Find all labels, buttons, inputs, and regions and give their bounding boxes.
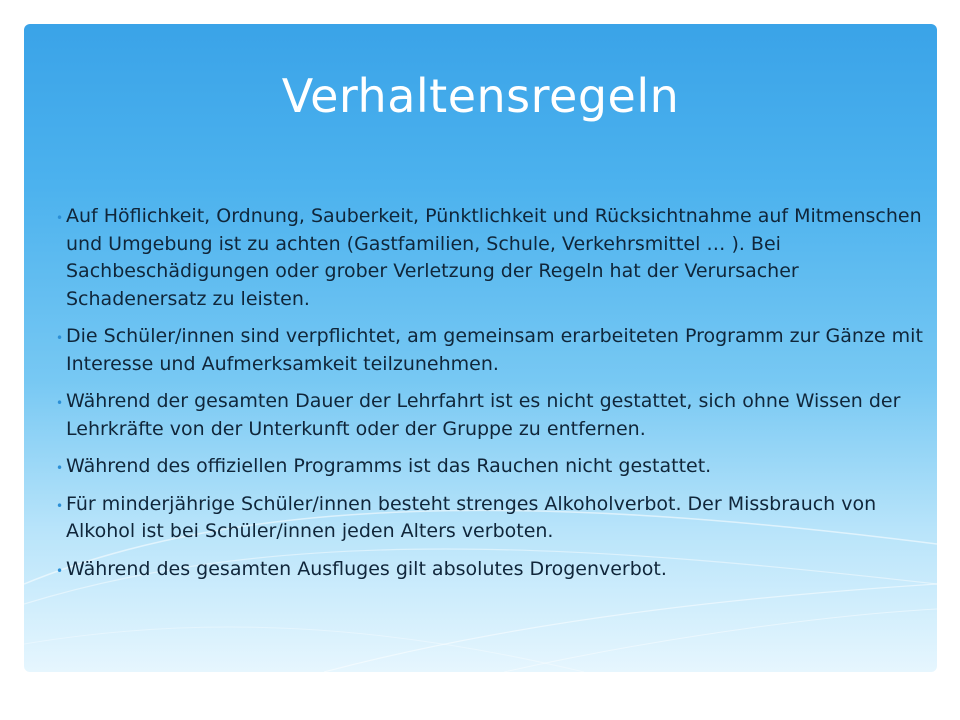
- bullet-item-program-participation: [56, 323, 924, 378]
- slide: [24, 24, 937, 672]
- bullet-item-courtesy: [56, 203, 924, 313]
- bullet-text: Auf Höflichkeit, Ordnung, Sauberkeit, Pünktlichkeit und Rücksichtnahme auf Mitmenschen und Umgebung ist zu achten (Gastfamilien, Schule, Verkehrsmittel … ). Bei Sachbeschädigungen oder grober Verletzung der Regeln hat der Verursacher Schadenersatz zu leisten.: [66, 205, 922, 310]
- bullet-marker-icon: •: [56, 396, 64, 410]
- bullet-item-drug-ban: [56, 556, 924, 584]
- bullet-text: Für minderjährige Schüler/innen besteht strenges Alkoholverbot. Der Missbrauch von Alkohol ist bei Schüler/innen jeden Alters verboten.: [66, 492, 877, 542]
- bullet-text: Während des offiziellen Programms ist das Rauchen nicht gestattet.: [66, 455, 712, 477]
- bullet-item-no-leaving-group: [56, 388, 924, 443]
- bullet-item-alcohol-ban: [56, 491, 924, 546]
- bullet-marker-icon: •: [56, 461, 64, 475]
- slide-title: Verhaltensregeln: [281, 69, 680, 123]
- bullet-marker-icon: •: [56, 331, 64, 345]
- bullet-text: Die Schüler/innen sind verpflichtet, am gemeinsam erarbeiteten Programm zur Gänze mit Interesse und Aufmerksamkeit teilzunehmen.: [66, 325, 923, 375]
- bullet-item-no-smoking: [56, 453, 924, 481]
- bullet-list: [56, 203, 924, 593]
- bullet-text: Während des gesamten Ausfluges gilt absolutes Drogenverbot.: [66, 557, 667, 580]
- bullet-marker-icon: •: [56, 498, 64, 513]
- bullet-marker-icon: •: [56, 211, 64, 225]
- bullet-marker-icon: •: [56, 563, 64, 578]
- bullet-text: Während der gesamten Dauer der Lehrfahrt ist es nicht gestattet, sich ohne Wissen der Lehrkräfte von der Unterkunft oder der Gruppe zu entfernen.: [66, 390, 901, 440]
